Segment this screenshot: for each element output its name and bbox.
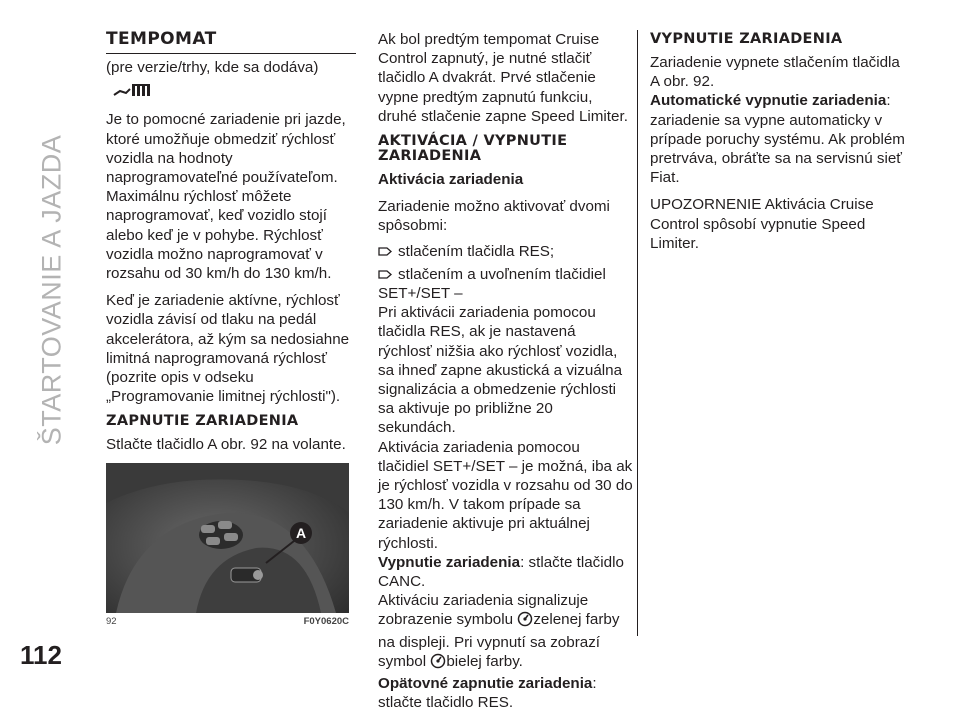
bullet-set: stlačením a uvoľnením tlačidiel SET+/SET – — [378, 265, 606, 303]
column-3 — [650, 30, 910, 261]
signal-text-3: bielej farby. — [446, 652, 523, 670]
column-2 — [378, 30, 633, 713]
subheading-activation: Aktivácia zariadenia — [378, 171, 524, 189]
auto-off-paragraph — [650, 91, 910, 187]
heading-switch-off: VYPNUTIE ZARIADENIA — [650, 31, 843, 47]
reactivation-text — [378, 674, 633, 712]
version-market-icon — [112, 81, 356, 104]
availability-note: (pre verzie/trhy, kde sa dodáva) — [106, 59, 319, 76]
steering-wheel-figure — [106, 463, 349, 613]
switch-off-paragraph: Zariadenie vypnete stlačením tlačidla A obr. 92. — [650, 54, 900, 91]
list-item — [378, 242, 633, 261]
figure-label-a: A — [295, 524, 307, 541]
list-item — [378, 265, 633, 303]
auto-off-label: Automatické vypnutie zariadenia — [650, 92, 887, 110]
bullet-res: stlačením tlačidla RES; — [398, 242, 555, 260]
switch-on-text: Stlačte tlačidlo A obr. 92 na volante. — [106, 436, 346, 454]
switch-off-instruction: : stlačte tlačidlo CANC. — [378, 553, 624, 591]
figure-number: 92 — [106, 615, 117, 627]
column-1 — [106, 30, 356, 628]
activation-ways: Zariadenie možno aktivovať dvomi spôsobmi: — [378, 198, 610, 235]
cruise-control-note: Ak bol predtým tempomat Cruise Control zapnutý, je nutné stlačiť tlačidlo A dvakrát. Prvé stlačenie vypne predtým zapnutú funkciu, druhé stlačenie zapne Speed Limiter. — [378, 31, 628, 125]
figure-caption — [106, 616, 349, 628]
section-sidebar-title: ŠTARTOVANIE A JAZDA — [36, 134, 67, 446]
res-activation-text: Pri aktivácii zariadenia pomocou tlačidla RES, ak je nastavená rýchlosť nižšia ako rýchlosť vozidla, sa ihneď zapne akustická a vizuálna signalizácia a obmedzenie rýchlosti sa aktivuje po približne 20 sekundách. — [378, 304, 623, 437]
reactivation-instruction: stlačte tlačidlo RES. — [378, 694, 514, 712]
heading-activation: AKTIVÁCIA / VYPNUTIE ZARIADENIA — [378, 133, 568, 165]
heading-switch-on: ZAPNUTIE ZARIADENIA — [106, 413, 299, 430]
column-divider — [637, 30, 638, 636]
warning-note: UPOZORNENIE Aktivácia Cruise Control spôsobí vypnutie Speed Limiter. — [650, 196, 874, 252]
arrow-bullet-icon — [378, 243, 392, 254]
speed-limiter-icon — [517, 611, 533, 632]
signal-text-1: Aktiváciu zariadenia signalizuje zobrazenie symbolu — [378, 592, 589, 629]
active-paragraph: Keď je zariadenie aktívne, rýchlosť vozidla závisí od tlaku na pedál akcelerátora, až kým sa nedosiahne limitná naprogramovaná rýchlosť (pozrite opis v odseku „Programovanie limitnej rýchlosti"). — [106, 292, 350, 406]
reactivation-label: Opätovné zapnutie zariadenia — [378, 675, 593, 693]
arrow-bullet-icon — [378, 266, 392, 277]
intro-paragraph: Je to pomocné zariadenie pri jazde, ktoré umožňuje obmedziť rýchlosť vozidla na hodnoty naprogramovateľné používateľom. Maximálnu rýchlosť môžete naprogramovať, keď vozidlo stojí alebo keď je v pohybe. Rýchlosť vozidla možno naprogramovať v rozsahu od 30 km/h do 130 km/h. — [106, 111, 346, 283]
signal-text — [378, 591, 633, 674]
speed-limiter-icon — [430, 653, 446, 674]
page-title: TEMPOMAT — [106, 30, 356, 54]
switch-off-text — [378, 553, 633, 591]
figure-code: F0Y0620C — [303, 615, 349, 627]
signal-text-2: zelenej farby na displeji. Pri vypnutí sa zobrazí symbol — [378, 611, 620, 670]
reactivation-colon: : — [592, 675, 597, 693]
set-activation-text: Aktivácia zariadenia pomocou tlačidiel SET+/SET – je možná, iba ak je rýchlosť vozidla v rozsahu od 30 do 130 km/h. V takom prípade sa zariadenie aktivuje pri aktuálnej rýchlosti. — [378, 438, 633, 552]
auto-off-text: : zariadenie sa vypne automaticky v prípade poruchy systému. Ak problém pretrváva, obráťte sa na servisnú sieť Fiat. — [650, 92, 905, 187]
page-number: 112 — [20, 640, 62, 670]
switch-off-label: Vypnutie zariadenia — [378, 553, 521, 571]
